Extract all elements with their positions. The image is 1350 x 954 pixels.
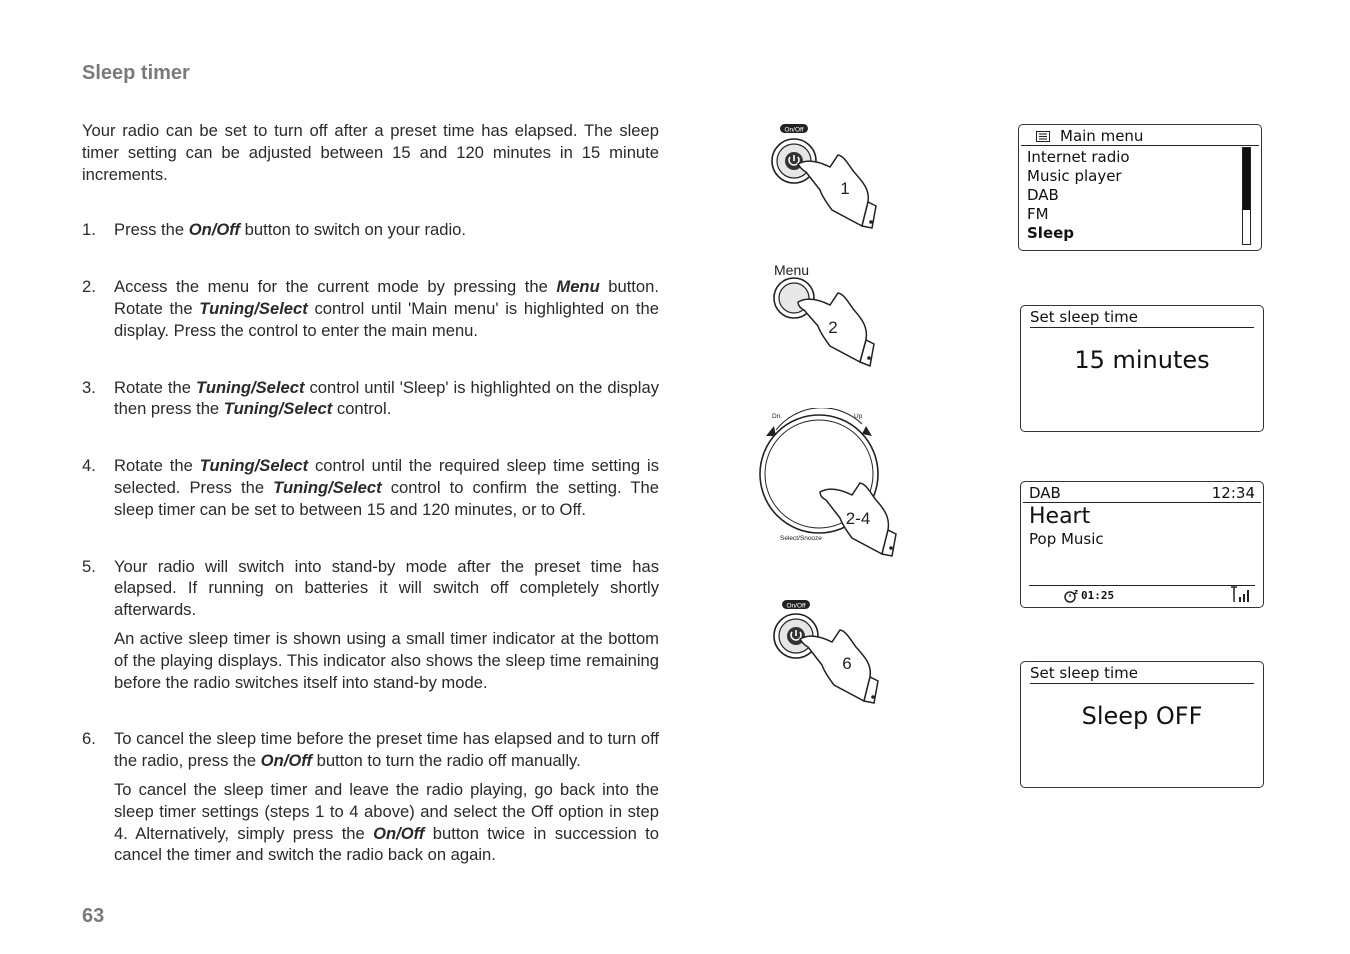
menu-item: DAB <box>1027 186 1059 204</box>
menu-label: Menu <box>774 262 810 278</box>
onoff-press-illustration-1 <box>768 122 908 232</box>
menu-press-illustration <box>768 262 898 372</box>
dial-dn-label: Dn. <box>772 413 783 420</box>
step-number: 4. <box>82 456 96 476</box>
step-2 <box>82 276 659 341</box>
svg-text:z: z <box>1074 588 1079 596</box>
lcd-header: Set sleep time <box>1030 308 1254 328</box>
menu-item-selected: Sleep <box>1027 224 1075 242</box>
sleep-value: Sleep OFF <box>1081 702 1203 730</box>
lcd-header: Set sleep time <box>1030 664 1254 684</box>
lcd-main-menu <box>1018 124 1262 251</box>
step-text: Rotate the Tuning/Select control until 'Sleep' is highlighted on the display then press the Tuning/Select control. <box>114 377 659 419</box>
step-text: Access the menu for the current mode by pressing the Menu button. Rotate the Tuning/Select control until 'Main menu' is highlighted on the display. Press the control to enter the main menu. <box>114 277 659 340</box>
onoff-label: On/Off <box>784 126 804 134</box>
step-4 <box>82 455 659 520</box>
callout-number: 2 <box>828 318 838 337</box>
tuning-dial-icon <box>758 408 918 558</box>
step-note: To cancel the sleep timer and leave the radio playing, go back into the sleep timer settings (steps 1 to 4 above) and select the Off option in step 4. Alternatively, simply press the On/Off button twice in succession to cancel the timer and switch the radio back on again. <box>114 779 659 865</box>
step-number: 2. <box>82 277 96 297</box>
page-number: 63 <box>82 905 105 927</box>
callout-number: 1 <box>840 179 850 198</box>
menu-scrollbar <box>1242 147 1251 245</box>
step-number: 6. <box>82 729 96 749</box>
menu-list-icon <box>1036 131 1050 142</box>
lcd-set-sleep-off <box>1020 661 1264 788</box>
mode-label: DAB <box>1029 484 1061 502</box>
step-1 <box>82 219 659 241</box>
step-text: To cancel the sleep time before the preset time has elapsed and to turn off the radio, press the On/Off button to turn the radio off manually. <box>114 729 659 771</box>
callout-number: 2-4 <box>845 509 871 528</box>
intro-paragraph: Your radio can be set to turn off after a preset time has elapsed. The sleep timer setting can be adjusted between 15 and 120 minutes in 15 minute increments. <box>82 121 659 184</box>
lcd-set-sleep-15 <box>1020 305 1264 432</box>
dial-select-label: Select/Snooze <box>780 535 822 542</box>
step-note: An active sleep timer is shown using a small timer indicator at the bottom of the playing displays. This indicator also shows the sleep time remaining before the radio switches itself into stand-by mode. <box>114 628 659 692</box>
step-number: 1. <box>82 220 96 240</box>
onoff-button-hand-icon <box>770 598 910 708</box>
callout-number: 6 <box>842 654 852 673</box>
onoff-label: On/Off <box>786 602 806 610</box>
tuning-dial-illustration <box>758 408 918 558</box>
page-title: Sleep timer <box>82 62 190 84</box>
step-3 <box>82 377 659 421</box>
menu-button-hand-icon <box>768 262 898 372</box>
menu-item: Internet radio <box>1027 148 1130 166</box>
sleep-timer-icon <box>1063 588 1079 604</box>
onoff-button-hand-icon <box>768 122 908 232</box>
step-number: 3. <box>82 377 96 397</box>
dial-up-label: Up <box>854 413 863 420</box>
menu-item: Music player <box>1027 167 1122 185</box>
signal-strength-icon <box>1229 586 1253 603</box>
lcd-dab-playing <box>1020 481 1264 608</box>
step-6 <box>82 728 659 866</box>
sleep-value: 15 minutes <box>1074 346 1210 374</box>
step-text: Rotate the Tuning/Select control until the required sleep time setting is selected. Press the Tuning/Select control to confirm the setting. The sleep timer can be set to between 15 and 120 minutes, or to Off. <box>114 456 659 519</box>
step-5 <box>82 556 659 694</box>
step-number: 5. <box>82 556 96 576</box>
clock: 12:34 <box>1211 484 1255 502</box>
onoff-press-illustration-6 <box>770 598 910 708</box>
genre: Pop Music <box>1029 530 1104 548</box>
lcd-header: Main menu <box>1028 127 1252 146</box>
menu-item: FM <box>1027 205 1049 223</box>
sleep-remaining: 01:25 <box>1081 589 1115 602</box>
station-name: Heart <box>1029 504 1091 529</box>
step-text: Press the On/Off button to switch on your radio. <box>114 220 467 240</box>
instructions <box>82 120 659 873</box>
menu-scroll-thumb <box>1243 148 1250 210</box>
step-text: Your radio will switch into stand-by mode after the preset time has elapsed. If running on batteries it will switch off completely shortly afterwards. <box>114 556 659 620</box>
